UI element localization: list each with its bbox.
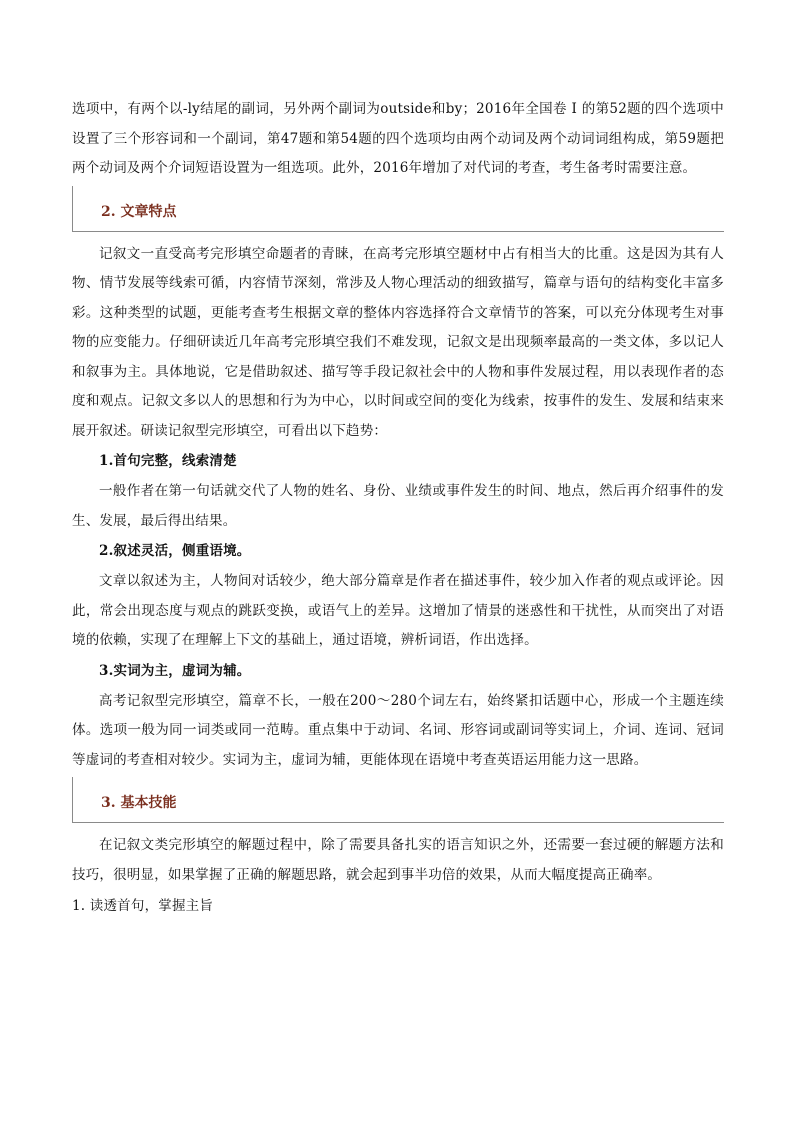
section-2-paragraph: 记叙文一直受高考完形填空命题者的青睐，在高考完形填空题材中占有相当大的比重。这是因为其有人物、情节发展等线索可循，内容情节深刻，常涉及人物心理活动的细致描写，篇章与语句的结构变化丰富多彩。这种类型的试题，更能考查考生根据文章的整体内容选择符合文章情节的答案，可以充分体现考生对事物的应变能力。仔细研读近几年高考完形填空我们不难发现，记叙文是出现频率最高的一类文体，多以记人和叙事为主。具体地说，它是借助叙述、描写等手段记叙社会中的人物和事件发展过程，用以表现作者的态度和观点。记叙文多以人的思想和行为为中心，以时间或空间的变化为线索，按事件的发生、发展和结束来展开叙述。研读记叙型完形填空，可看出以下趋势： <box>72 245 724 439</box>
section-3-paragraph: 在记叙文类完形填空的解题过程中，除了需要具备扎实的语言知识之外，还需要一套过硬的解题方法和技巧，很明显，如果掌握了正确的解题思路，就会起到事半功倍的效果，从而大幅度提高正确率。 <box>72 837 724 883</box>
point-1-text: 一般作者在第一句话就交代了人物的姓名、身份、业绩或事件发生的时间、地点，然后再介绍事件的发生、发展，最后得出结果。 <box>72 483 724 529</box>
point-2-text: 文章以叙述为主，人物间对话较少，绝大部分篇章是作者在描述事件，较少加入作者的观点或评论。因此，常会出现态度与观点的跳跃变换，或语气上的差异。这增加了情景的迷惑性和干扰性，从而突出了对语境的依赖，实现了在理解上下文的基础上，通过语境，辨析词语，作出选择。 <box>72 573 724 648</box>
point-2-title: 2.叙述灵活，侧重语境。 <box>99 543 251 559</box>
point-3-title: 3.实词为主，虚词为辅。 <box>99 662 251 679</box>
intro-paragraph: 选项中，有两个以-ly结尾的副词，另外两个副词为outside和by；2016年全国卷 I 的第52题的四个选项中设置了三个形容词和一个副词，第47题和第54题的四个选项均由两个动词及两个动词词组构成，第59题把两个动词及两个介词短语设置为一组选项。此外，2016年增加了对代词的考查，考生备考时需要注意。 <box>72 101 724 176</box>
section-3-header <box>72 777 724 823</box>
section-3-item-1: 1. 读透首句，掌握主旨 <box>72 898 214 914</box>
section-2-title: 2. 文章特点 <box>101 203 177 220</box>
point-1-title: 1.首句完整，线索清楚 <box>99 453 237 469</box>
point-3-text: 高考记叙型完形填空，篇章不长，一般在200～280个词左右，始终紧扣话题中心，形成一个主题连续体。选项一般为同一词类或同一范畴。重点集中于动词、名词、形容词或副词等实词上，介词、连词、冠词等虚词的考查相对较少。实词为主，虚词为辅，更能体现在语境中考查英语运用能力这一思路。 <box>72 692 724 768</box>
document-page <box>72 95 724 922</box>
section-2-header <box>72 186 724 232</box>
section-3-title: 3. 基本技能 <box>101 795 177 811</box>
